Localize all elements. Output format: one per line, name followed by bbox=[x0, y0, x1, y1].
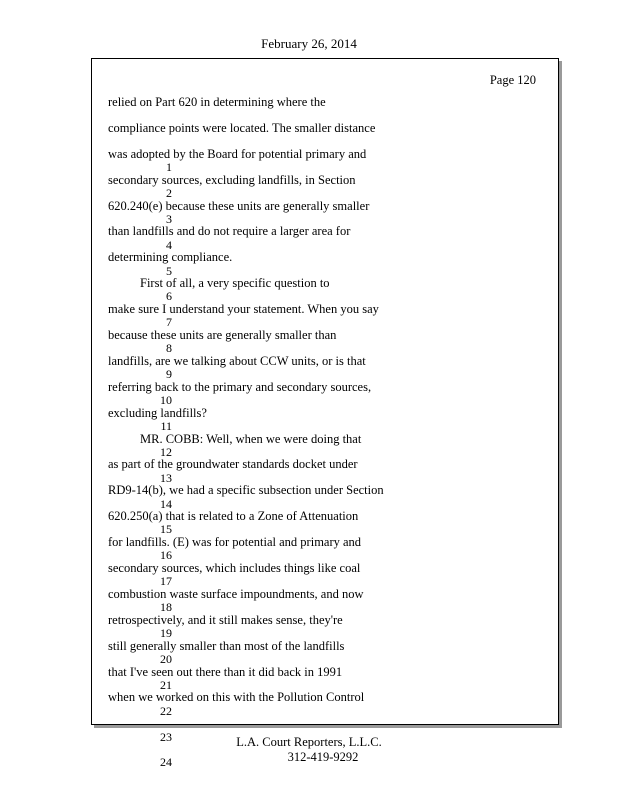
transcript-line: secondary sources, excluding landfills, in Section bbox=[108, 172, 356, 187]
line-number: 2 bbox=[166, 185, 172, 200]
line-number: 16 bbox=[160, 548, 172, 563]
transcript-line: compliance points were located. The smaller distance bbox=[108, 120, 376, 135]
line-number: 20 bbox=[160, 651, 172, 666]
line-number: 14 bbox=[160, 496, 172, 511]
line-number: 13 bbox=[160, 470, 172, 485]
line-number: 21 bbox=[160, 677, 172, 692]
footer bbox=[0, 735, 618, 765]
footer-company: L.A. Court Reporters, L.L.C. bbox=[236, 735, 382, 749]
transcript-line: was adopted by the Board for potential primary and bbox=[108, 146, 367, 161]
transcript-line: when we worked on this with the Pollution Control bbox=[108, 690, 365, 705]
line-number: 10 bbox=[160, 393, 172, 408]
line-number: 11 bbox=[160, 418, 172, 433]
transcript-line: 620.250(a) that is related to a Zone of Attenuation bbox=[108, 509, 359, 524]
transcript-line: secondary sources, which includes things like coal bbox=[108, 561, 361, 576]
transcript-line: RD9-14(b), we had a specific subsection under Section bbox=[108, 483, 384, 498]
transcript-line: landfills, are we talking about CCW units, or is that bbox=[108, 353, 366, 368]
line-number: 4 bbox=[166, 237, 172, 252]
footer-phone: 312-419-9292 bbox=[287, 750, 359, 764]
transcript-line: 620.240(e) because these units are generally smaller bbox=[108, 198, 370, 213]
line-number: 1 bbox=[166, 160, 172, 174]
line-number: 6 bbox=[166, 289, 172, 304]
transcript-line: MR. COBB: Well, when we were doing that bbox=[140, 431, 362, 446]
transcript-line: as part of the groundwater standards docket under bbox=[108, 457, 358, 472]
line-number: 12 bbox=[160, 444, 172, 459]
line-number: 18 bbox=[160, 600, 172, 615]
page-number: Page 120 bbox=[489, 73, 536, 87]
transcript-lines bbox=[108, 96, 548, 717]
transcript-line: for landfills. (E) was for potential and primary and bbox=[108, 535, 362, 550]
transcript-line: than landfills and do not require a larger area for bbox=[108, 224, 351, 239]
line-number: 15 bbox=[160, 522, 172, 537]
line-number: 22 bbox=[160, 703, 172, 718]
transcript-line: relied on Part 620 in determining where the bbox=[108, 95, 326, 109]
line-number: 9 bbox=[166, 367, 172, 382]
line-number: 8 bbox=[166, 341, 172, 356]
transcript-line: determining compliance. bbox=[108, 250, 233, 265]
transcript-line: First of all, a very specific question to bbox=[140, 276, 330, 291]
line-number: 24 bbox=[160, 755, 172, 770]
transcript-line: that I've seen out there than it did back in 1991 bbox=[108, 664, 343, 679]
line-number: 7 bbox=[166, 315, 172, 330]
header-date: February 26, 2014 bbox=[261, 36, 357, 51]
transcript-line: referring back to the primary and secondary sources, bbox=[108, 379, 372, 394]
transcript-line: because these units are generally smaller than bbox=[108, 328, 337, 343]
line-number: 19 bbox=[160, 626, 172, 641]
transcript-line: excluding landfills? bbox=[108, 405, 207, 420]
line-number: 23 bbox=[160, 729, 172, 744]
line-number: 5 bbox=[166, 263, 172, 278]
transcript-line: make sure I understand your statement. When you say bbox=[108, 302, 379, 317]
transcript-line: still generally smaller than most of the landfills bbox=[108, 638, 345, 653]
transcript-line: combustion waste surface impoundments, and now bbox=[108, 586, 364, 601]
line-number: 3 bbox=[166, 211, 172, 226]
transcript-line: retrospectively, and it still makes sense, they're bbox=[108, 612, 343, 627]
line-number: 17 bbox=[160, 574, 172, 589]
